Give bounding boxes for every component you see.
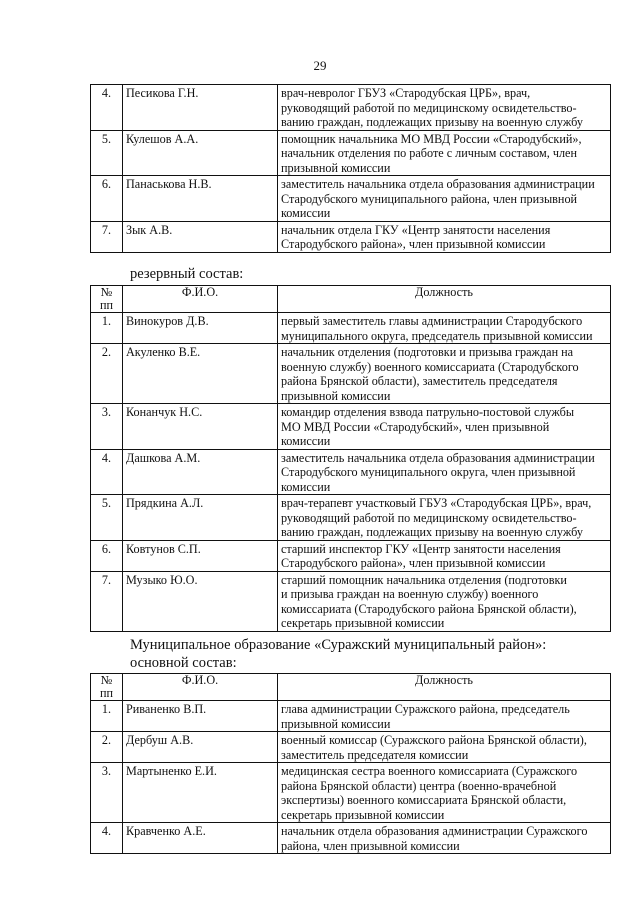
position-cell [278,344,611,404]
main-commission-table [90,673,611,854]
page-number: 29 [313,58,327,73]
position-line: Стародубского района», член призывной комиссии [281,556,546,570]
person-name: Винокуров Д.В. [123,313,278,344]
header-name: Ф.И.О. [123,286,278,313]
person-name: Риваненко В.П. [123,701,278,732]
position-cell [278,176,611,222]
position-line: помощник начальника МО МВД России «Стародубский», [281,131,582,146]
position-line: руководящий работой по медицинскому освидетельство- [281,510,577,525]
table-row [91,571,611,631]
table-row [91,313,611,344]
position-line: командир отделения взвода патрульно-постовой службы [281,405,575,419]
position-cell [278,571,611,631]
row-number: 4. [91,85,123,131]
position-line: секретарь призывной комиссии [281,616,445,630]
row-number: 6. [91,540,123,571]
table-header-row [91,674,611,701]
row-number: 3. [91,763,123,823]
row-number: 6. [91,176,123,222]
position-cell [278,404,611,450]
position-line: комиссии [281,479,331,494]
position-line: муниципального округа, председатель призывной комиссии [281,328,593,343]
row-number: 5. [91,130,123,176]
position-line: Стародубского муниципального района, член призывной [281,191,578,206]
person-name: Дашкова А.М. [123,449,278,495]
position-line: начальник отдела образования администрации Суражского [281,824,588,838]
commission-table-continued [90,84,611,253]
municipality-heading: Муниципальное образование «Суражский муниципальный район»: [130,637,547,653]
table-row [91,540,611,571]
position-line: врач-терапевт участковый ГБУЗ «Стародубская ЦРБ», врач, [281,496,592,510]
header-name: Ф.И.О. [123,674,278,701]
header-position: Должность [278,286,611,313]
position-line: начальник отделения (подготовки и призыва граждан на [281,345,574,359]
position-cell [278,540,611,571]
position-cell [278,763,611,823]
position-line: заместитель начальника отдела образования администрации [281,450,595,465]
position-cell [278,823,611,854]
position-line: старший помощник начальника отделения (подготовки [281,572,567,587]
position-line: Стародубского района», член призывной комиссии [281,237,546,251]
row-number: 7. [91,571,123,631]
table-row [91,85,611,131]
position-line: и призыва граждан на военную службу) военного [281,587,539,601]
position-cell [278,85,611,131]
position-line: района, член призывной комиссии [281,838,460,853]
person-name: Дербуш А.В. [123,732,278,763]
table-row [91,176,611,222]
person-name: Мартыненко Е.И. [123,763,278,823]
position-cell [278,449,611,495]
position-line: первый заместитель главы администрации Стародубского [281,314,583,328]
person-name: Кулешов А.А. [123,130,278,176]
row-number: 1. [91,313,123,344]
person-name: Акуленко В.Е. [123,344,278,404]
position-cell [278,701,611,732]
person-name: Ковтунов С.П. [123,540,278,571]
position-line: военную службу) военного комиссариата (Стародубского [281,359,579,374]
reserve-commission-table [90,285,611,632]
row-number: 4. [91,449,123,495]
position-line: призывной комиссии [281,160,391,175]
table-row [91,404,611,450]
position-cell [278,732,611,763]
person-name: Прядкина А.Л. [123,495,278,541]
header-number: № пп [91,286,123,313]
position-cell [278,495,611,541]
position-line: МО МВД России «Стародубский», член призывной [281,419,550,434]
position-line: ванию граждан, подлежащих призыву на военную службу [281,115,583,129]
main-composition-heading: основной состав: [130,655,237,671]
table-row [91,221,611,252]
table-row [91,130,611,176]
table-row [91,823,611,854]
person-name: Кравченко А.Е. [123,823,278,854]
position-cell [278,221,611,252]
position-line: медицинская сестра военного комиссариата (Суражского [281,764,578,778]
table-header-row [91,286,611,313]
row-number: 2. [91,344,123,404]
position-line: ванию граждан, подлежащих призыву на военную службу [281,525,583,539]
position-line: начальник отдела ГКУ «Центр занятости населения [281,222,551,237]
position-line: призывной комиссии [281,716,391,731]
position-line: призывной комиссии [281,388,391,403]
person-name: Зык А.В. [123,221,278,252]
position-line: экспертизы) военного комиссариата Брянской области, [281,793,567,807]
person-name: Конанчук Н.С. [123,404,278,450]
person-name: Панаськова Н.В. [123,176,278,222]
row-number: 5. [91,495,123,541]
person-name: Музыко Ю.О. [123,571,278,631]
table-row [91,449,611,495]
position-line: заместитель председателя комиссии [281,747,469,762]
header-number: № пп [91,674,123,701]
position-cell [278,130,611,176]
position-line: секретарь призывной комиссии [281,807,445,822]
position-line: начальник отделения по работе с личным составом, член [281,146,577,160]
person-name: Песикова Г.Н. [123,85,278,131]
position-line: Стародубского муниципального округа, член призывной [281,465,576,479]
position-line: врач-невролог ГБУЗ «Стародубская ЦРБ», врач, [281,86,531,100]
position-line: комиссариата (Стародубского района Брянской области), [281,601,577,616]
table-row [91,344,611,404]
position-line: военный комиссар (Суражского района Брянской области), [281,733,587,747]
row-number: 4. [91,823,123,854]
position-cell [278,313,611,344]
position-line: глава администрации Суражского района, председатель [281,702,570,716]
row-number: 1. [91,701,123,732]
row-number: 3. [91,404,123,450]
position-line: района Брянской области) центра (военно-врачебной [281,778,557,793]
position-line: района Брянской области), заместитель председателя [281,374,558,388]
position-line: старший инспектор ГКУ «Центр занятости населения [281,541,561,556]
table-row [91,763,611,823]
table-row [91,495,611,541]
position-line: заместитель начальника отдела образования администрации [281,177,595,191]
row-number: 2. [91,732,123,763]
row-number: 7. [91,221,123,252]
position-line: комиссии [281,206,331,220]
header-position: Должность [278,674,611,701]
table-row [91,701,611,732]
table-row [91,732,611,763]
position-line: комиссии [281,434,331,448]
reserve-composition-heading: резервный состав: [130,266,244,282]
position-line: руководящий работой по медицинскому освидетельство- [281,100,577,115]
